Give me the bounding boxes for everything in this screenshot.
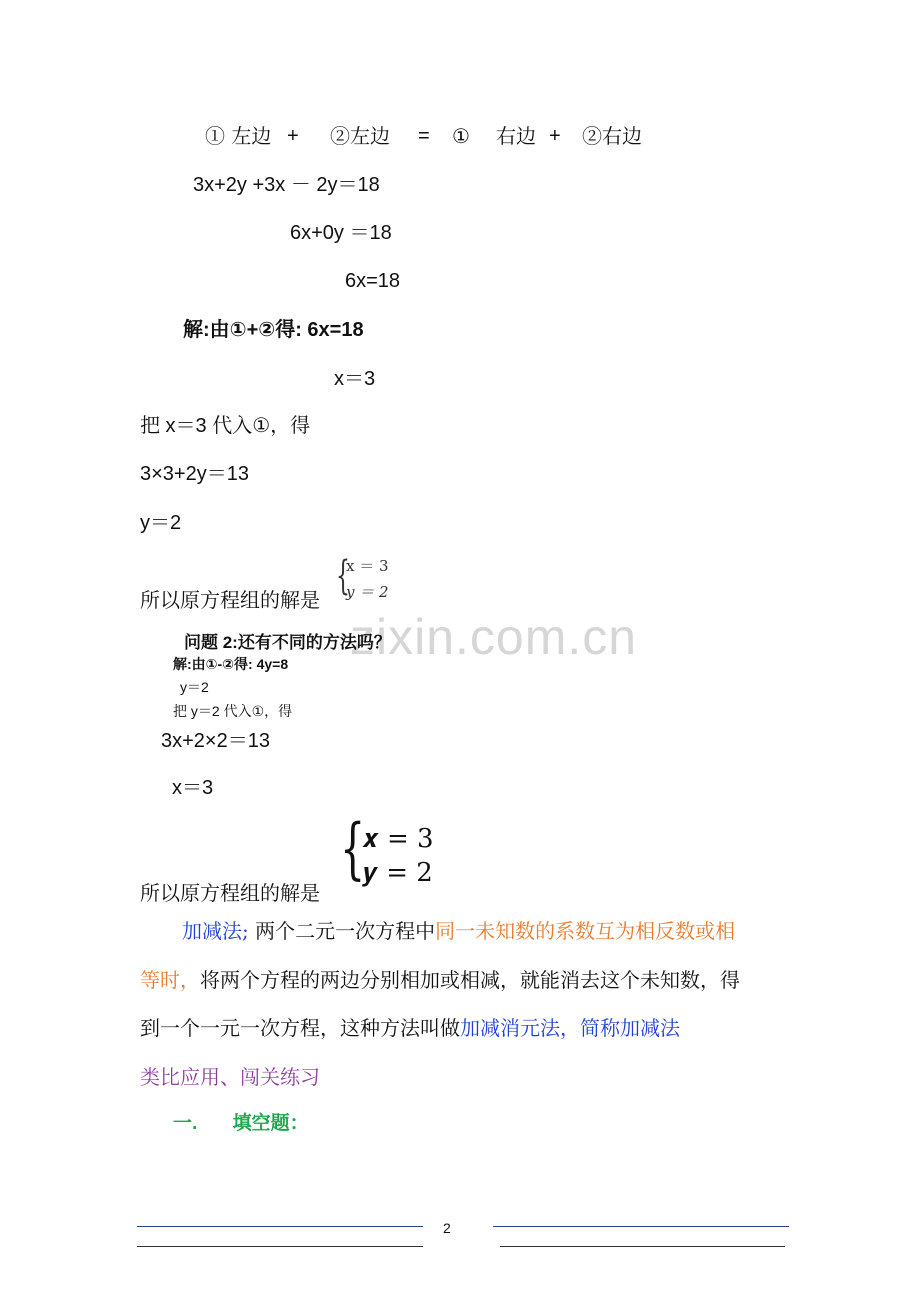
text-eq1-mark: ①: [452, 124, 470, 148]
footer-rule-left-top: [137, 1226, 423, 1227]
subsection-title: 填空题：: [232, 1113, 309, 1134]
solution-1-y: y ＝ 2: [346, 583, 389, 601]
definition-text-1: 两个二元一次方程中: [248, 919, 436, 943]
solution-2-x: [362, 826, 434, 852]
solution-label-1: 所以原方程组的解是: [140, 588, 320, 612]
text-eq2-left: ②左边: [330, 124, 390, 148]
equation-line-4: 6x=18: [345, 270, 401, 292]
definition-line-2: [140, 970, 800, 990]
result-x-2: x＝3: [172, 777, 214, 799]
solution-2-y: [362, 860, 433, 886]
equation-substituted-2: 3x+2×2＝13: [161, 730, 270, 752]
substitute-line: 把 x＝3 代入①，得: [140, 415, 311, 437]
definition-highlight: 同一未知数的系数互为相反数或相: [435, 919, 736, 943]
solution-label-2: 所以原方程组的解是: [140, 881, 320, 905]
result-x: x＝3: [334, 368, 376, 390]
brace-large-icon: {: [340, 810, 366, 887]
definition-term: 加减法: [182, 919, 242, 943]
definition-line-1: [140, 921, 800, 941]
definition-line-3: [140, 1018, 800, 1038]
text-eq1-plus2: +: [549, 125, 561, 147]
solution-2-y-var: 𝒚: [362, 858, 378, 888]
result-y: y＝2: [140, 512, 182, 534]
subsection-number: 一.: [173, 1113, 198, 1134]
watermark: zixin.com.cn: [350, 609, 638, 665]
section-title: 类比应用、闯关练习: [140, 1065, 320, 1089]
footer-rule-right-bottom: [500, 1246, 785, 1247]
definition-method-name: 加减消元法，简称加减法: [460, 1016, 680, 1040]
text-eq1-right: 右边: [496, 124, 536, 148]
definition-highlight-2: 等时，: [140, 968, 200, 992]
question-2-title: 问题 2:还有不同的方法吗？: [184, 633, 391, 652]
brace-icon: {: [336, 553, 350, 599]
question-2-y: y＝2: [180, 679, 209, 695]
text-eq1-left: ① 左边: [205, 124, 272, 148]
subsection-heading: [173, 1114, 309, 1133]
footer-rule-left-bottom: [137, 1246, 423, 1247]
page-number: 2: [443, 1220, 451, 1236]
solution-step-add: 解:由①+②得: 6x=18: [183, 319, 364, 341]
definition-text-3: 到一个一元一次方程，这种方法叫做: [140, 1016, 460, 1040]
solution-2-y-value: = 2: [377, 858, 433, 888]
question-2-step: 解:由①-②得: 4y=8: [173, 656, 289, 672]
text-eq2-right: ②右边: [582, 124, 642, 148]
question-2-substitute: 把 y＝2 代入①，得: [173, 703, 293, 719]
definition-semicolon: ;: [242, 919, 249, 943]
definition-text-2: 将两个方程的两边分别相加或相减，就能消去这个未知数，得: [200, 968, 740, 992]
solution-2-x-var: 𝒙: [362, 824, 379, 854]
text-equals: =: [418, 125, 430, 147]
equation-substituted: 3×3+2y＝13: [140, 463, 249, 485]
footer-rule-right-top: [493, 1226, 789, 1227]
solution-1-x: x ＝ 3: [346, 557, 389, 575]
equation-line-2: 3x+2y +3x － 2y＝18: [193, 174, 380, 196]
solution-2-x-value: = 3: [378, 824, 434, 854]
equation-line-3: 6x+0y ＝18: [290, 222, 392, 244]
text-eq1-plus: +: [287, 125, 299, 147]
